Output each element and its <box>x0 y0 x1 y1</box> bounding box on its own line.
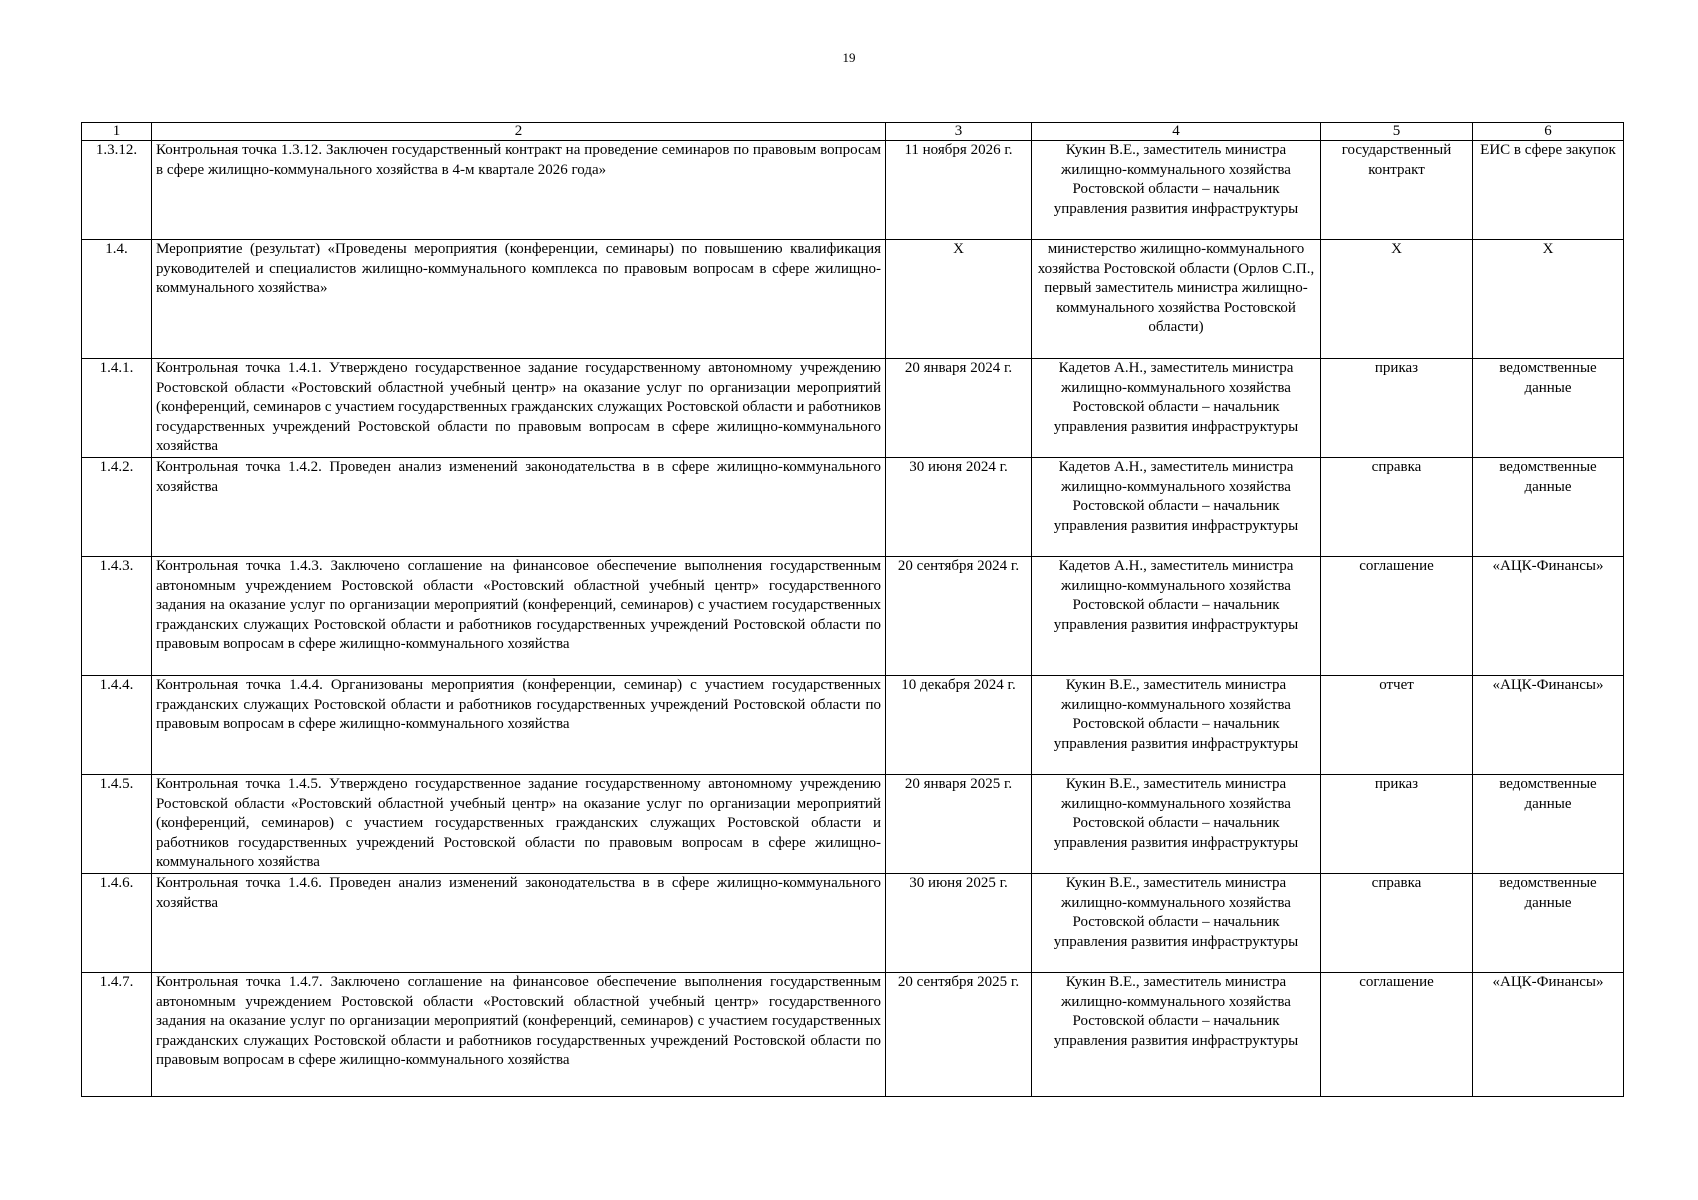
table-row <box>82 973 1624 1097</box>
row-description: Контрольная точка 1.4.7. Заключено соглашение на финансовое обеспечение выполнения государственным автономным учреждением Ростовской области «Ростовский областной учебный центр» государственного задания на оказание услуг по организации мероприятий (конференций, семинаров) с участием государственных гражданских служащих Ростовской области и работников государственных учреждений Ростовской области по правовым вопросам в сфере жилищно-коммунального хозяйства <box>152 973 886 1097</box>
row-document: государственный контракт <box>1321 141 1473 240</box>
row-responsible: Кадетов А.Н., заместитель министра жилищно-коммунального хозяйства Ростовской области – начальник управления развития инфраструктуры <box>1032 458 1321 557</box>
row-responsible: Кукин В.Е., заместитель министра жилищно-коммунального хозяйства Ростовской области – начальник управления развития инфраструктуры <box>1032 676 1321 775</box>
row-source: ведомственные данные <box>1473 359 1624 458</box>
page-number: 19 <box>842 50 856 65</box>
row-source: ведомственные данные <box>1473 775 1624 874</box>
row-document: Х <box>1321 240 1473 359</box>
row-document: соглашение <box>1321 557 1473 676</box>
column-header-3: 3 <box>886 123 1032 141</box>
row-document: справка <box>1321 874 1473 973</box>
table-row <box>82 557 1624 676</box>
row-description: Контрольная точка 1.4.1. Утверждено государственное задание государственному автономному учреждению Ростовской области «Ростовский областной учебный центр» на оказание услуг по организации мероприятий (конференций, семинаров с участием государственных гражданских служащих Ростовской области и работников государственных учреждений Ростовской области по правовым вопросам в сфере жилищно-коммунального хозяйства <box>152 359 886 458</box>
row-number: 1.4.5. <box>82 775 152 874</box>
row-description: Контрольная точка 1.4.2. Проведен анализ изменений законодательства в в сфере жилищно-коммунального хозяйства <box>152 458 886 557</box>
row-number: 1.4. <box>82 240 152 359</box>
table-row <box>82 775 1624 874</box>
row-number: 1.4.1. <box>82 359 152 458</box>
row-description: Контрольная точка 1.3.12. Заключен государственный контракт на проведение семинаров по правовым вопросам в сфере жилищно-коммунального хозяйства в 4-м квартале 2026 года» <box>152 141 886 240</box>
table-row <box>82 458 1624 557</box>
row-document: отчет <box>1321 676 1473 775</box>
row-responsible: Кукин В.Е., заместитель министра жилищно-коммунального хозяйства Ростовской области – начальник управления развития инфраструктуры <box>1032 775 1321 874</box>
column-header-1: 1 <box>82 123 152 141</box>
row-date: 11 ноября 2026 г. <box>886 141 1032 240</box>
column-header-5: 5 <box>1321 123 1473 141</box>
row-document: приказ <box>1321 359 1473 458</box>
table-row <box>82 874 1624 973</box>
row-date: 10 декабря 2024 г. <box>886 676 1032 775</box>
row-responsible: Кадетов А.Н., заместитель министра жилищно-коммунального хозяйства Ростовской области – начальник управления развития инфраструктуры <box>1032 359 1321 458</box>
row-source: ЕИС в сфере закупок <box>1473 141 1624 240</box>
row-description: Мероприятие (результат) «Проведены мероприятия (конференции, семинары) по повышению квалификация руководителей и специалистов жилищно-коммунального комплекса по правовым вопросам в сфере жилищно-коммунального хозяйства» <box>152 240 886 359</box>
row-description: Контрольная точка 1.4.3. Заключено соглашение на финансовое обеспечение выполнения государственным автономным учреждением Ростовской области «Ростовский областной учебный центр» государственного задания на оказание услуг по организации мероприятий (конференций, семинаров) с участием государственных гражданских служащих Ростовской области и работников государственных учреждений Ростовской области по правовым вопросам в сфере жилищно-коммунального хозяйства <box>152 557 886 676</box>
row-date: 20 января 2025 г. <box>886 775 1032 874</box>
row-responsible: Кукин В.Е., заместитель министра жилищно-коммунального хозяйства Ростовской области – начальник управления развития инфраструктуры <box>1032 141 1321 240</box>
row-document: приказ <box>1321 775 1473 874</box>
row-date: 30 июня 2025 г. <box>886 874 1032 973</box>
table-row <box>82 676 1624 775</box>
column-header-2: 2 <box>152 123 886 141</box>
row-source: «АЦК-Финансы» <box>1473 557 1624 676</box>
column-number-row <box>82 123 1624 141</box>
row-number: 1.4.6. <box>82 874 152 973</box>
row-number: 1.4.7. <box>82 973 152 1097</box>
plan-table <box>81 122 1624 1097</box>
row-source: ведомственные данные <box>1473 458 1624 557</box>
row-description: Контрольная точка 1.4.6. Проведен анализ изменений законодательства в в сфере жилищно-коммунального хозяйства <box>152 874 886 973</box>
row-source: «АЦК-Финансы» <box>1473 676 1624 775</box>
row-responsible: Кадетов А.Н., заместитель министра жилищно-коммунального хозяйства Ростовской области – начальник управления развития инфраструктуры <box>1032 557 1321 676</box>
table-row <box>82 240 1624 359</box>
row-responsible: министерство жилищно-коммунального хозяйства Ростовской области (Орлов С.П., первый заместитель министра жилищно-коммунального хозяйства Ростовской области) <box>1032 240 1321 359</box>
row-number: 1.4.2. <box>82 458 152 557</box>
table-row <box>82 359 1624 458</box>
row-date: 20 сентября 2024 г. <box>886 557 1032 676</box>
row-date: 30 июня 2024 г. <box>886 458 1032 557</box>
row-document: справка <box>1321 458 1473 557</box>
row-responsible: Кукин В.Е., заместитель министра жилищно-коммунального хозяйства Ростовской области – начальник управления развития инфраструктуры <box>1032 973 1321 1097</box>
row-number: 1.4.4. <box>82 676 152 775</box>
row-description: Контрольная точка 1.4.5. Утверждено государственное задание государственному автономному учреждению Ростовской области «Ростовский областной учебный центр» на оказание услуг по организации мероприятий (конференций, семинаров) с участием государственных гражданских служащих Ростовской области и работников государственных учреждений Ростовской области по правовым вопросам в сфере жилищно-коммунального хозяйства <box>152 775 886 874</box>
row-number: 1.3.12. <box>82 141 152 240</box>
table-row <box>82 141 1624 240</box>
row-date: Х <box>886 240 1032 359</box>
row-source: ведомственные данные <box>1473 874 1624 973</box>
row-number: 1.4.3. <box>82 557 152 676</box>
column-header-6: 6 <box>1473 123 1624 141</box>
row-description: Контрольная точка 1.4.4. Организованы мероприятия (конференции, семинар) с участием государственных гражданских служащих Ростовской области и работников государственных учреждений Ростовской области по правовым вопросам в сфере жилищно-коммунального хозяйства <box>152 676 886 775</box>
row-source: Х <box>1473 240 1624 359</box>
row-responsible: Кукин В.Е., заместитель министра жилищно-коммунального хозяйства Ростовской области – начальник управления развития инфраструктуры <box>1032 874 1321 973</box>
row-source: «АЦК-Финансы» <box>1473 973 1624 1097</box>
row-document: соглашение <box>1321 973 1473 1097</box>
column-header-4: 4 <box>1032 123 1321 141</box>
row-date: 20 сентября 2025 г. <box>886 973 1032 1097</box>
row-date: 20 января 2024 г. <box>886 359 1032 458</box>
